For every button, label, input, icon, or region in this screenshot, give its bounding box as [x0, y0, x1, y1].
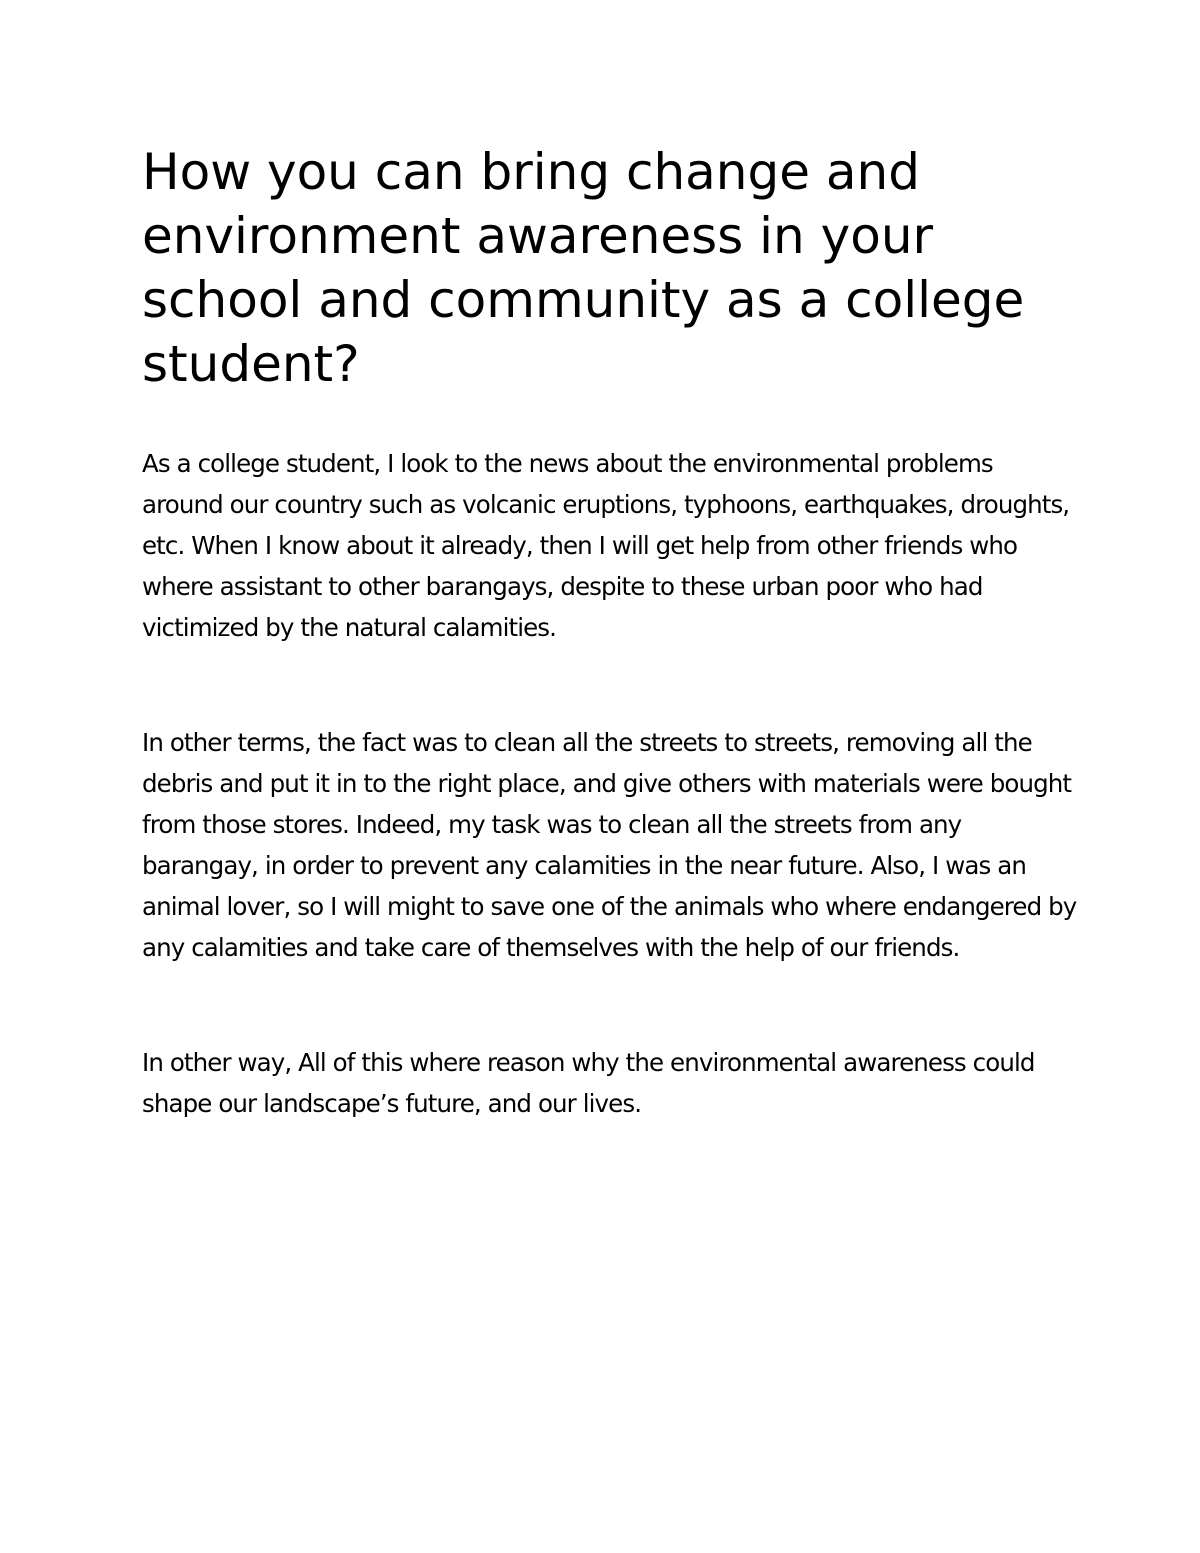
document-body [142, 140, 1077, 1124]
document-title: How you can bring change and environment awareness in your school and community as a college student? [142, 143, 1025, 393]
paragraph-2: In other terms, the fact was to clean all the streets to streets, removing all the debris and put it in to the right place, and give others with materials were bought from those stores. Indeed, my task was to clean all the streets from any barangay, in order to prevent any calamities in the near future. Also, I was an animal lover, so I will might to save one of the animals who where endangered by any calamities and take care of themselves with the help of our friends. [142, 728, 1077, 962]
paragraph-3: In other way, All of this where reason why the environmental awareness could shape our landscape’s future, and our lives. [142, 1048, 1035, 1118]
paragraph-1: As a college student, I look to the news about the environmental problems around our country such as volcanic eruptions, typhoons, earthquakes, droughts, etc. When I know about it already, then I will get help from other friends who where assistant to other barangays, despite to these urban poor who had victimized by the natural calamities. [142, 449, 1070, 642]
